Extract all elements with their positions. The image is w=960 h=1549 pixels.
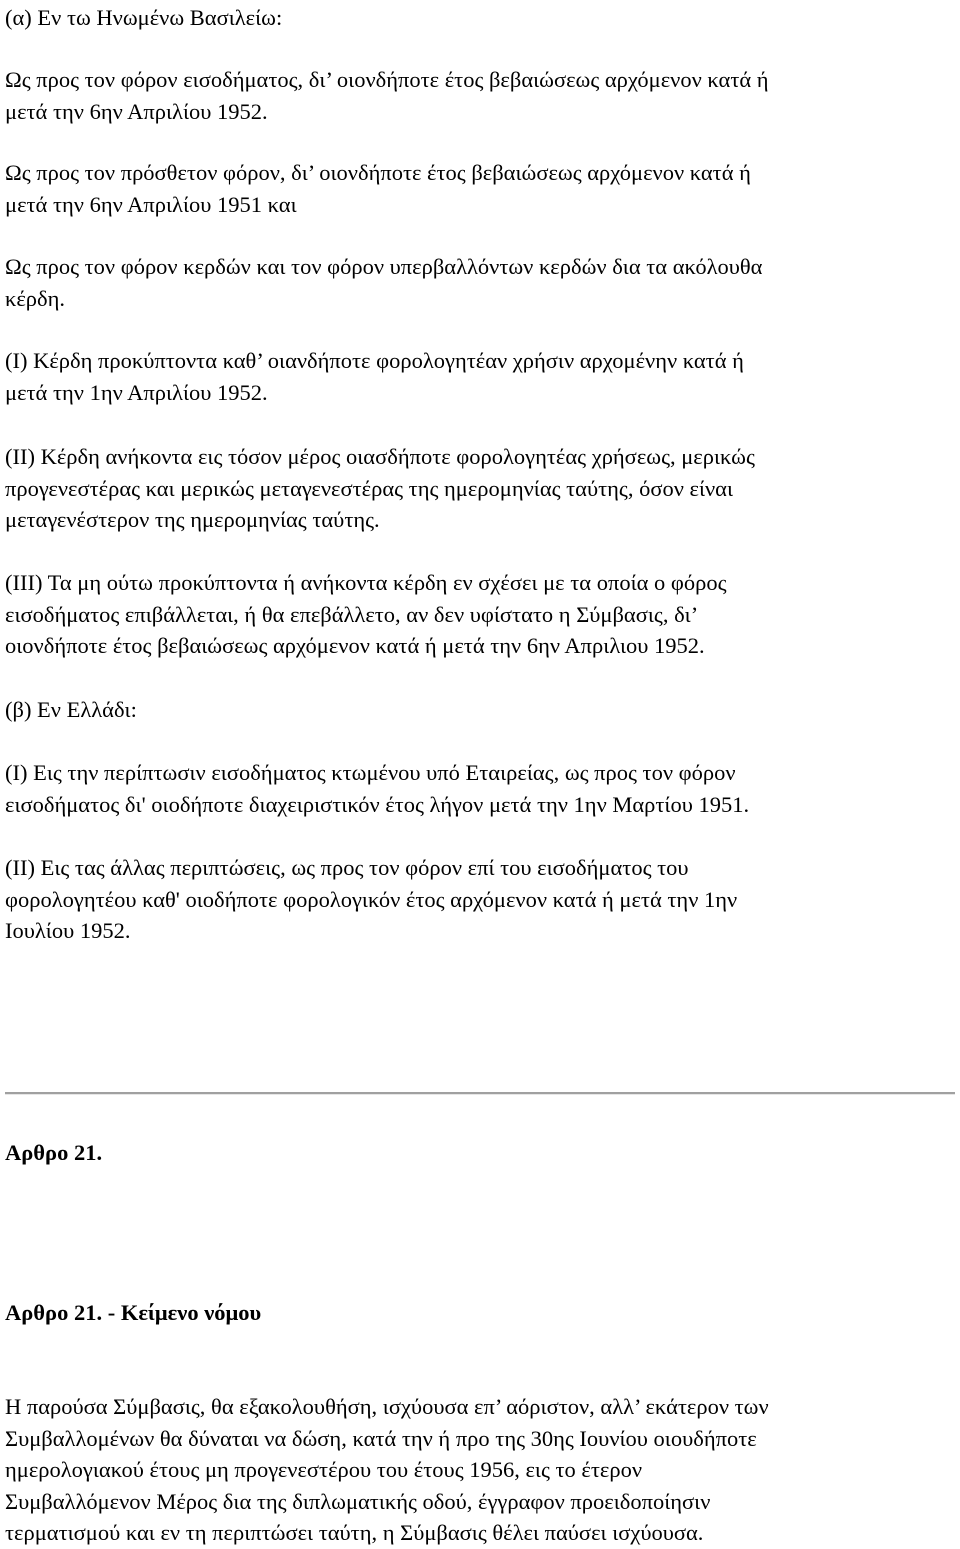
text-line: (ΙΙ) Κέρδη ανήκοντα εις τόσον μέρος οιασδήποτε φορολογητέας χρήσεως, μερικώς xyxy=(5,444,755,469)
section-b-heading-text: (β) Εν Ελλάδι: xyxy=(5,697,137,722)
text-line: Ως προς τον φόρον κερδών και τον φόρον υπερβαλλόντων κερδών δια τα ακόλουθα xyxy=(5,254,763,279)
text-line: (ΙΙ) Εις τας άλλας περιπτώσεις, ως προς τον φόρον επί του εισοδήματος του xyxy=(5,855,689,880)
text-line: (Ι) Εις την περίπτωσιν εισοδήματος κτωμένου υπό Εταιρείας, ως προς τον φόρον xyxy=(5,760,736,785)
text-line: Ιουλίου 1952. xyxy=(5,918,131,943)
section-a-paragraph-surtax xyxy=(5,157,955,220)
text-line: εισοδήματος επιβάλλεται, ή θα επεβάλλετο, αν δεν υφίστατο η Σύμβασις, δι’ xyxy=(5,601,699,627)
horizontal-divider xyxy=(5,1092,955,1095)
section-a-item-1 xyxy=(5,345,955,408)
text-line: (ΙΙΙ) Τα μη ούτω προκύπτοντα ή ανήκοντα κέρδη εν σχέσει με τα οποία ο φόρος xyxy=(5,570,727,595)
article-body xyxy=(5,1391,955,1549)
text-line: Συμβαλλόμενον Μέρος δια της διπλωματικής οδού, έγγραφον προειδοποίησιν xyxy=(5,1488,711,1514)
text-line: ημερολογιακού έτους μη προγενεστέρου του έτους 1956, εις το έτερον xyxy=(5,1457,643,1482)
text-line: φορολογητέου καθ' οιοδήποτε φορολογικόν έτος αρχόμενον κατά ή μετά την 1ην xyxy=(5,886,738,912)
section-b-heading xyxy=(5,694,955,726)
text-line: μετά την 6ην Απριλίου 1952. xyxy=(5,98,268,124)
section-a-heading-text: (α) Εν τω Ηνωμένω Βασιλείω: xyxy=(5,5,283,30)
text-line: Ως προς τον πρόσθετον φόρον, δι’ οιονδήποτε έτος βεβαιώσεως αρχόμενον κατά ή xyxy=(5,160,751,185)
text-line: οιονδήποτε έτος βεβαιώσεως αρχόμενον κατά ή μετά την 6ην Απριλιου 1952. xyxy=(5,633,705,658)
text-line: κέρδη. xyxy=(5,285,66,311)
text-line: Η παρούσα Σύμβασις, θα εξακολουθήση, ισχύουσα επ’ αόριστον, αλλ’ εκάτερον των xyxy=(5,1394,769,1419)
text-line: Ως προς τον φόρον εισοδήματος, δι’ οιονδήποτε έτος βεβαιώσεως αρχόμενον κατά ή xyxy=(5,67,769,92)
section-b-item-1 xyxy=(5,757,955,820)
text-line: Συμβαλλομένων θα δύναται να δώση, κατά την ή προ της 30ης Ιουνίου οιουδήποτε xyxy=(5,1425,757,1451)
section-b-item-2 xyxy=(5,852,955,947)
section-a-paragraph-profits-tax xyxy=(5,251,955,314)
section-a-paragraph-income-tax xyxy=(5,64,955,127)
text-line: (Ι) Κέρδη προκύπτοντα καθ’ οιανδήποτε φορολογητέαν χρήσιν αρχομένην κατά ή xyxy=(5,348,744,373)
article-subtitle: Αρθρο 21. - Κείμενο νόμου xyxy=(5,1300,262,1325)
text-line: μετά την 6ην Απριλίου 1951 και xyxy=(5,191,297,217)
section-a-heading xyxy=(5,2,955,34)
text-line: μετά την 1ην Απριλίου 1952. xyxy=(5,379,268,405)
text-line: μεταγενέστερον της ημερομηνίας ταύτης. xyxy=(5,507,380,532)
section-a-item-3 xyxy=(5,567,955,662)
text-line: τερματισμού και εν τη περιπτώσει ταύτη, η Σύμβασις θέλει παύσει ισχύουσα. xyxy=(5,1520,704,1545)
text-line: εισοδήματος δι' οιοδήποτε διαχειριστικόν έτος λήγον μετά την 1ην Μαρτίου 1951. xyxy=(5,791,750,817)
text-line: προγενεστέρας και μερικώς μεταγενεστέρας της ημερομηνίας ταύτης, όσον είναι xyxy=(5,475,734,501)
article-title: Αρθρο 21. xyxy=(5,1140,103,1165)
section-a-item-2 xyxy=(5,441,955,536)
